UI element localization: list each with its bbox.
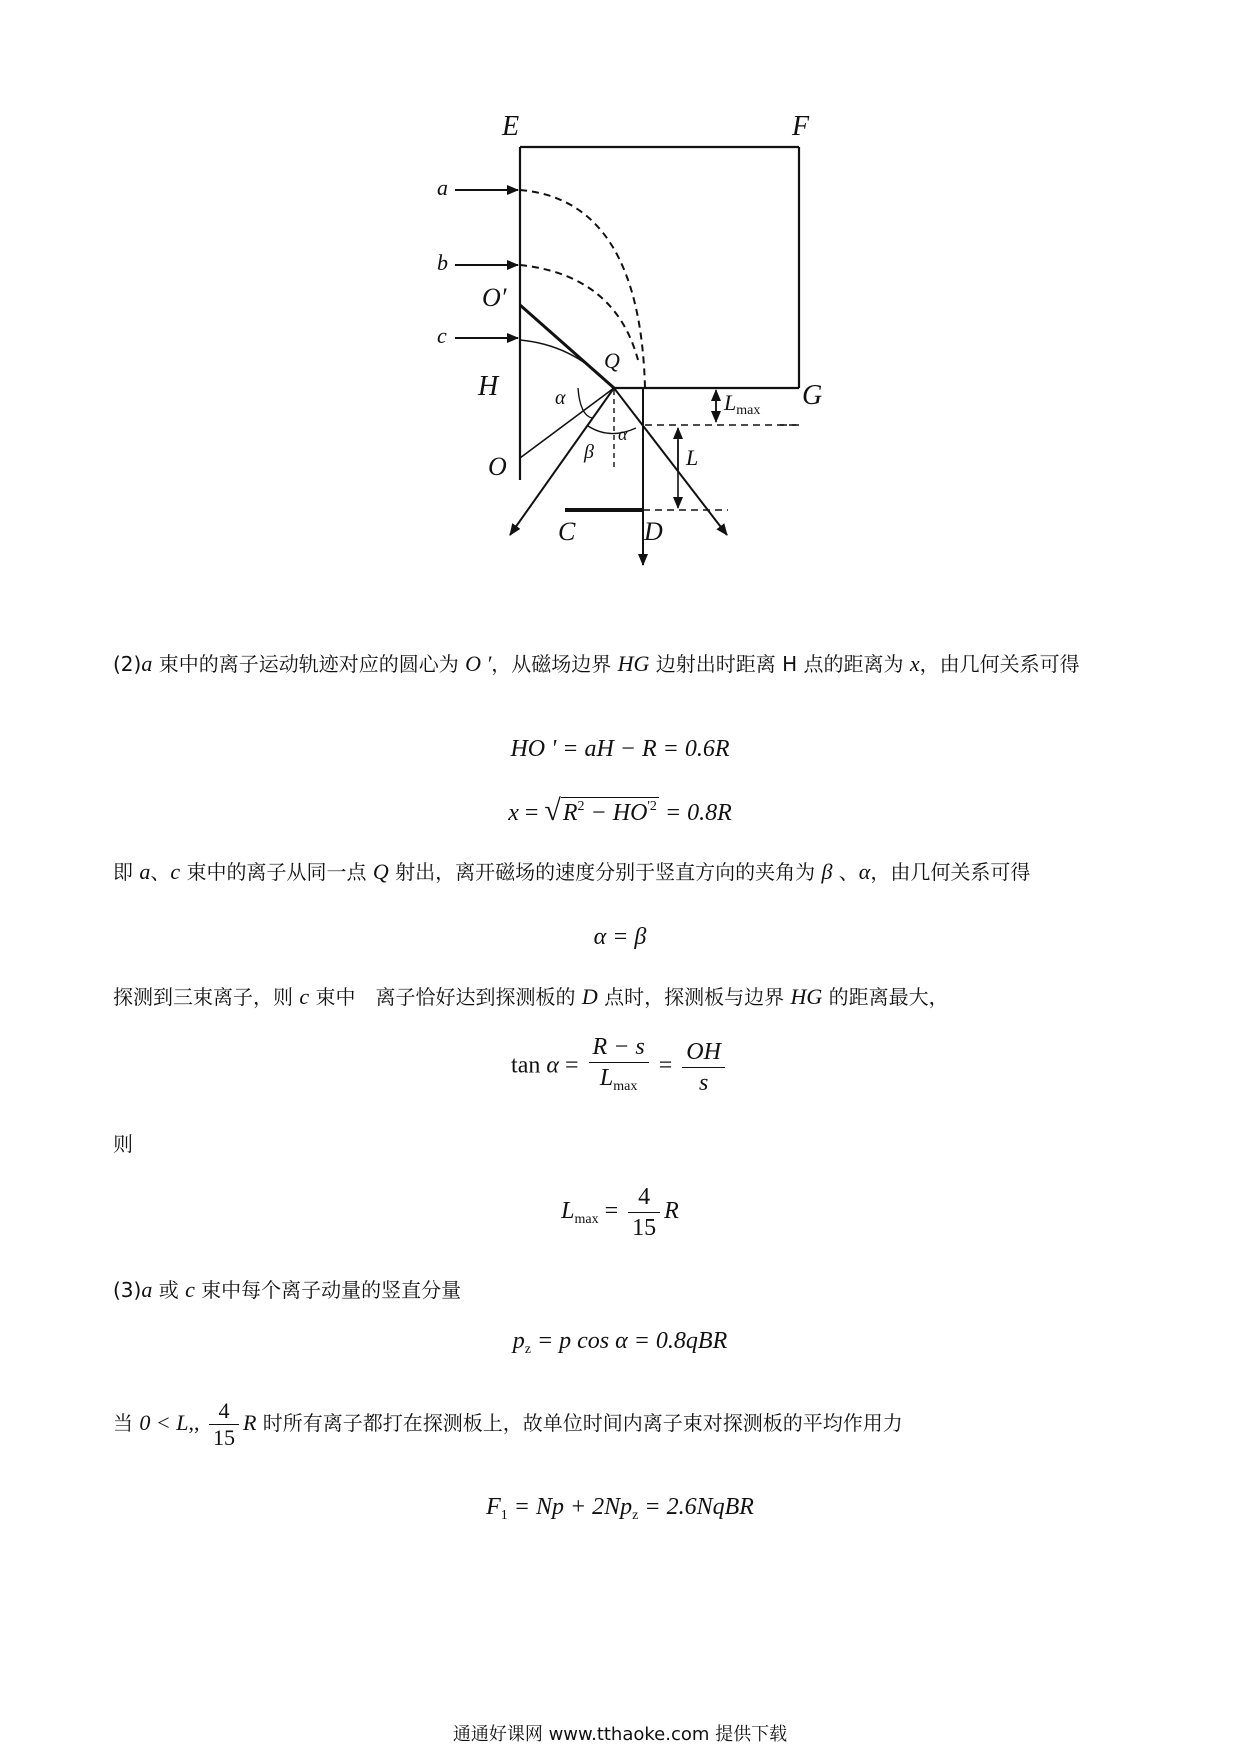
footer-source: 通通好课网 www.tthaoke.com 提供下载	[452, 1724, 788, 1745]
equation-tan-alpha: tan α = $\frac{R - s}{L_{max}}$ = $\frac{OH}{s}$	[0, 1032, 1240, 1102]
equation-F1: $F_1 = Np + 2Np_z$ = 2.6NqBR	[486, 1494, 754, 1523]
radius-line	[520, 305, 614, 388]
label-c: c	[437, 323, 447, 348]
paragraph-same-point: 即 a、c 束中的离子从同一点 Q 射出，离开磁场的速度分别于竖直方向的夹角为 β 、α，由几何关系可得	[113, 859, 1031, 884]
label-L: L	[686, 445, 699, 470]
magnetic-field-diagram	[0, 0, 1240, 600]
exit-ray-left	[510, 388, 614, 535]
paragraph-condition: 当 0 < L,, $\frac{4}{15}$ R 时所有离子都打在探测板上，故单位时间内离子束对探测板的平均作用力	[113, 1398, 903, 1450]
label-E: E	[502, 111, 520, 142]
equation-pz: $p_z = p$ cos α = 0.8qBR	[512, 1328, 728, 1357]
label-a: a	[437, 175, 448, 200]
paragraph-2: (2)a 束中的离子运动轨迹对应的圆心为 O ′，从磁场边界 HG 边射出时距离 H 点的距离为 x，由几何关系可得	[113, 651, 1080, 676]
label-Lmax: Lmax	[724, 390, 761, 418]
beta-arc	[588, 426, 636, 434]
label-H: H	[478, 371, 499, 402]
label-O-prime: O′	[482, 283, 507, 312]
equation-Lmax: $L_{max}$ = $\frac{4}{15}$ R	[561, 1184, 679, 1241]
label-alpha-1: α	[555, 387, 566, 409]
label-alpha-2: α	[618, 424, 628, 444]
paragraph-then: 则	[113, 1132, 133, 1156]
paragraph-three-beams: 探测到三束离子，则 c 束中 离子恰好达到探测板的 D 点时，探测板与边界 HG 的距离最大，	[113, 984, 949, 1009]
equation-alpha-beta: α = β	[593, 924, 647, 950]
label-b: b	[437, 250, 448, 275]
label-beta: β	[584, 441, 594, 463]
exit-ray-right	[614, 388, 727, 535]
equation-x: $x = √R^2 - HO^{'2} = 0.8R$	[508, 794, 732, 827]
line-to-O	[520, 388, 614, 458]
label-Q: Q	[604, 348, 620, 373]
label-G: G	[802, 380, 823, 411]
field-boundary	[520, 147, 799, 480]
trajectory-b	[520, 265, 638, 360]
label-C: C	[558, 517, 576, 546]
geometry-figure	[0, 0, 1240, 600]
paragraph-3: (3)a 或 c 束中每个离子动量的竖直分量	[113, 1277, 462, 1302]
label-D: D	[644, 517, 663, 546]
label-O: O	[488, 452, 507, 481]
label-F: F	[792, 111, 810, 142]
equation-HO-prime: HO ' = aH − R = 0.6R	[510, 736, 730, 762]
